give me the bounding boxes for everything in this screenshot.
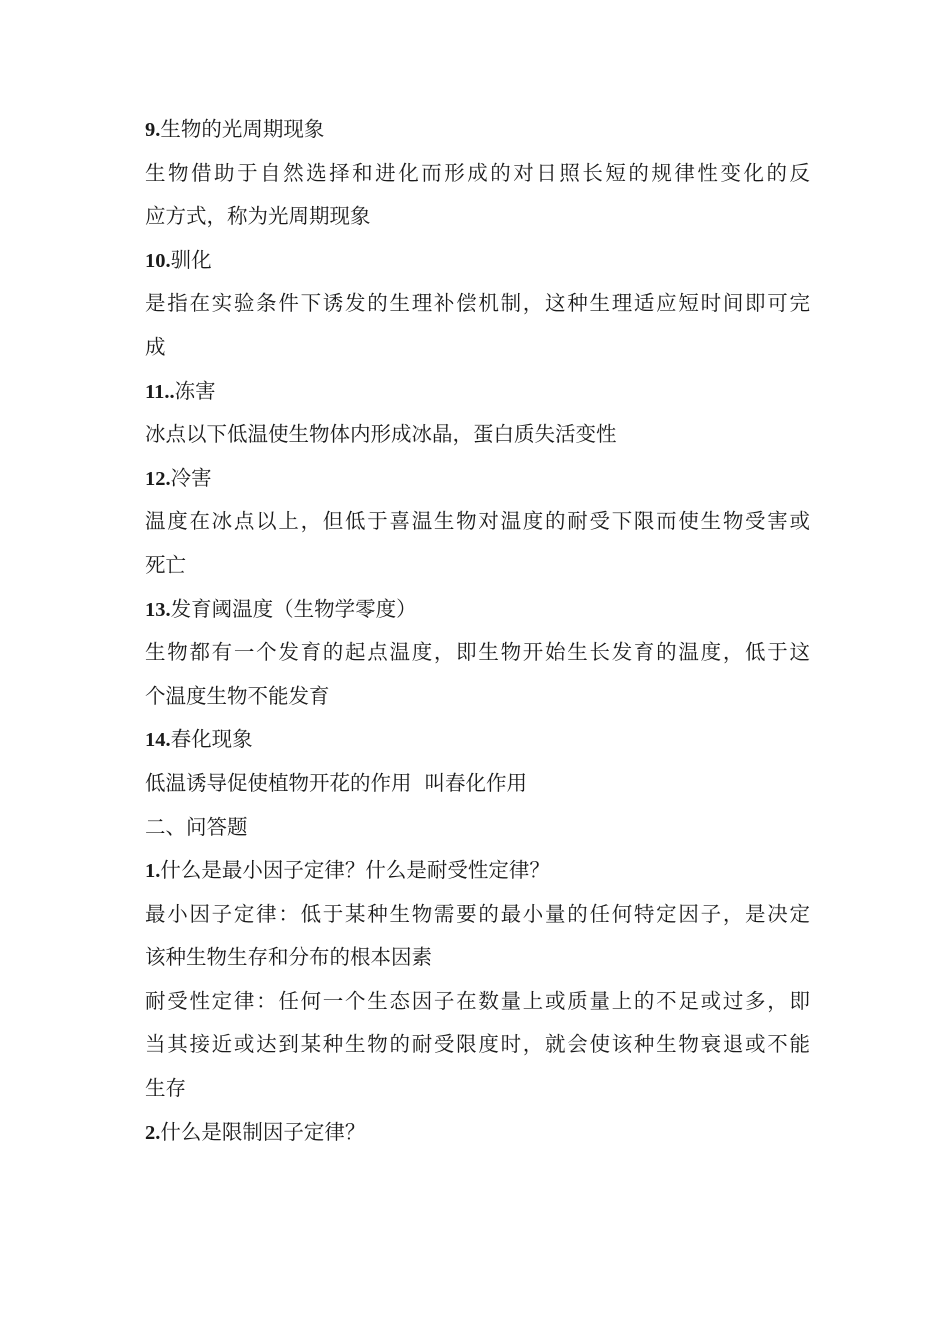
heading-text: 冻害 [174, 378, 216, 403]
answer-line: 耐受性定律：任何一个生态因子在数量上或质量上的不足或过多，即 [145, 988, 810, 1013]
heading-number: 2. [145, 1121, 161, 1144]
heading-number: 13. [145, 598, 171, 621]
heading-number: 14. [145, 729, 171, 752]
heading-number: 12. [145, 467, 171, 490]
definition-line: 个温度生物不能发育 [145, 683, 330, 708]
heading-text: 生物的光周期现象 [160, 117, 325, 141]
term-heading-13 [145, 588, 810, 632]
term-heading-9 [145, 108, 810, 152]
answer-line: 最小因子定律：低于某种生物需要的最小量的任何特定因子，是决定 [145, 901, 810, 926]
heading-text: 什么是限制因子定律？ [160, 1119, 366, 1144]
heading-number: 1. [145, 860, 161, 883]
definition-line: 生物借助于自然选择和进化而形成的对日照长短的规律性变化的反 [145, 160, 810, 185]
question-heading-2 [145, 1111, 810, 1155]
term-heading-12 [145, 457, 810, 501]
document-body [145, 108, 810, 1154]
heading-text: 什么是最小因子定律？什么是耐受性定律？ [160, 858, 550, 883]
question-heading-1 [145, 849, 810, 893]
term-heading-10 [145, 239, 810, 283]
definition-line: 是指在实验条件下诱发的生理补偿机制，这种生理适应短时间即可完 [145, 291, 810, 316]
term-heading-14 [145, 718, 810, 762]
heading-text: 冷害 [170, 465, 212, 490]
heading-text: 春化现象 [170, 727, 253, 752]
heading-text: 驯化 [170, 247, 212, 272]
definition-line: 生物都有一个发育的起点温度，即生物开始生长发育的温度，低于这 [145, 640, 810, 665]
definition-line: 温度在冰点以上，但低于喜温生物对温度的耐受下限而使生物受害或 [145, 509, 810, 534]
definition-line: 低温诱导促使植物开花的作用 叫春化作用 [145, 770, 528, 795]
heading-number: 9. [145, 119, 161, 141]
definition-line: 死亡 [145, 552, 186, 577]
heading-text: 发育阈温度（生物学零度） [170, 596, 417, 621]
definition-line: 成 [145, 334, 166, 359]
answer-line: 生存 [145, 1076, 186, 1101]
section-title: 二、问答题 [145, 814, 248, 839]
heading-number: 11.. [145, 380, 175, 403]
answer-line: 当其接近或达到某种生物的耐受限度时，就会使该种生物衰退或不能 [145, 1032, 810, 1057]
heading-number: 10. [145, 249, 171, 272]
term-heading-11 [145, 370, 810, 414]
answer-line: 该种生物生存和分布的根本因素 [145, 945, 432, 970]
definition-line: 冰点以下低温使生物体内形成冰晶，蛋白质失活变性 [145, 422, 617, 447]
definition-line: 应方式，称为光周期现象 [145, 204, 371, 229]
